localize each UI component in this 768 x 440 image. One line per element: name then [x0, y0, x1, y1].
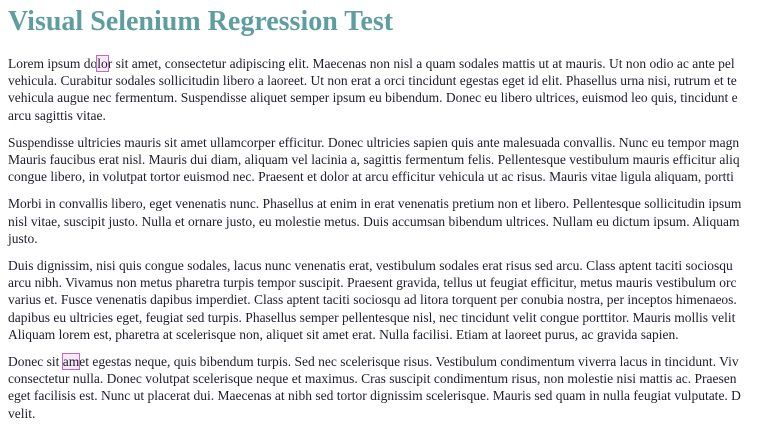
text-segment: eget facilisis est. Nunc ut placerat dui. Maecenas at nibh sed tortor dignissim scelerisque. Mauris sed quam in nulla feugiat vulputate. D [8, 388, 741, 404]
paragraph [8, 134, 768, 186]
text-line [8, 257, 768, 274]
text-line [8, 230, 768, 247]
text-segment: arcu sagittis vitae. [8, 107, 106, 123]
diff-marker: am [62, 354, 80, 370]
text-line [8, 134, 768, 151]
paragraph [8, 353, 768, 422]
text-segment: et egestas neque, quis bibendum turpis. Sed nec scelerisque risus. Vestibulum condimentum viverra lacus in tincidunt. Viv [79, 354, 739, 370]
text-line [8, 195, 768, 212]
text-line [8, 213, 768, 230]
text-segment: vehicula augue nec fermentum. Suspendisse aliquet semper ipsum eu bibendum. Donec eu libero ultrices, euismod leo quis, tincidunt e [8, 90, 738, 106]
text-segment: nisl vitae, suscipit justo. Nulla et ornare justo, eu molestie metus. Duis accumsan bibendum ultrices. Nullam eu dictum ipsum. Aliquam [8, 213, 740, 229]
text-segment: consectetur nulla. Donec volutpat scelerisque neque et maximus. Cras suscipit condimentum risus, non molestie nisi mattis ac. Praesen [8, 371, 737, 387]
page-title: Visual Selenium Regression Test [8, 6, 394, 37]
text-line [8, 168, 768, 185]
text-segment: congue libero, in volutpat tortor euismod nec. Praesent et dolor at arcu efficitur vehicula ut ac risus. Mauris vitae ligula aliquam, portti [8, 169, 734, 185]
text-segment: Duis dignissim, nisi quis congue sodales, lacus nunc venenatis erat, vestibulum sodales erat risus sed arcu. Class aptent taciti sociosqu [8, 258, 733, 274]
paragraph [8, 257, 768, 343]
text-segment: r sit amet, consectetur adipiscing elit. Maecenas non nisl a quam sodales mattis ut at mauris. Ut non odio ac ante pel [107, 56, 735, 71]
text-line [8, 72, 768, 89]
text-line [8, 291, 768, 308]
paragraph [8, 55, 768, 124]
text-segment: Mauris faucibus erat nisl. Mauris dui diam, aliquam vel lacinia a, sagittis fermentum felis. Pellentesque vestibulum mauris efficitur aliq [8, 152, 740, 168]
text-line [8, 309, 768, 326]
diff-marker: lo [97, 56, 108, 71]
text-line [8, 274, 768, 291]
text-segment: arcu nibh. Vivamus non metus pharetra turpis tempor suscipit. Praesent gravida, tellus ut feugiat efficitur, metus mauris vestibulum orc [8, 275, 737, 291]
text-line [8, 55, 768, 72]
text-line [8, 151, 768, 168]
text-segment: Lorem ipsum do [8, 56, 98, 71]
text-segment: Morbi in convallis libero, eget venenatis nunc. Phasellus at enim in erat venenatis pretium non et libero. Pellentesque sollicitudin ipsum [8, 196, 742, 212]
text-segment: dapibus eu ultricies eget, feugiat sed turpis. Phasellus semper pellentesque nisl, nec tincidunt velit congue porttitor. Mauris mollis velit [8, 309, 736, 325]
text-segment: Donec sit [8, 354, 63, 370]
text-line [8, 326, 768, 343]
text-line [8, 405, 768, 422]
paragraph [8, 195, 768, 247]
text-segment: Suspendisse ultricies mauris sit amet ullamcorper efficitur. Donec ultricies sapien quis ante malesuada convallis. Nunc eu tempor magn [8, 134, 740, 150]
text-segment: Aliquam lorem est, pharetra at scelerisque non, aliquet sit amet erat. Nulla facilisi. Etiam at laoreet purus, ac gravida sapien. [8, 326, 679, 342]
text-segment: justo. [8, 230, 38, 246]
text-segment: velit. [8, 405, 36, 421]
text-segment: vehicula. Curabitur sodales sollicitudin libero a laoreet. Ut non erat a orci tincidunt egestas eget id elit. Phasellus urna nisi, rutrum et te [8, 73, 737, 89]
text-segment: varius et. Fusce venenatis dapibus imperdiet. Class aptent taciti sociosqu ad litora torquent per conubia nostra, per inceptos himenaeos. [8, 292, 737, 308]
text-line [8, 370, 768, 387]
text-line [8, 353, 768, 370]
text-line [8, 107, 768, 124]
text-line [8, 89, 768, 106]
text-line [8, 387, 768, 404]
